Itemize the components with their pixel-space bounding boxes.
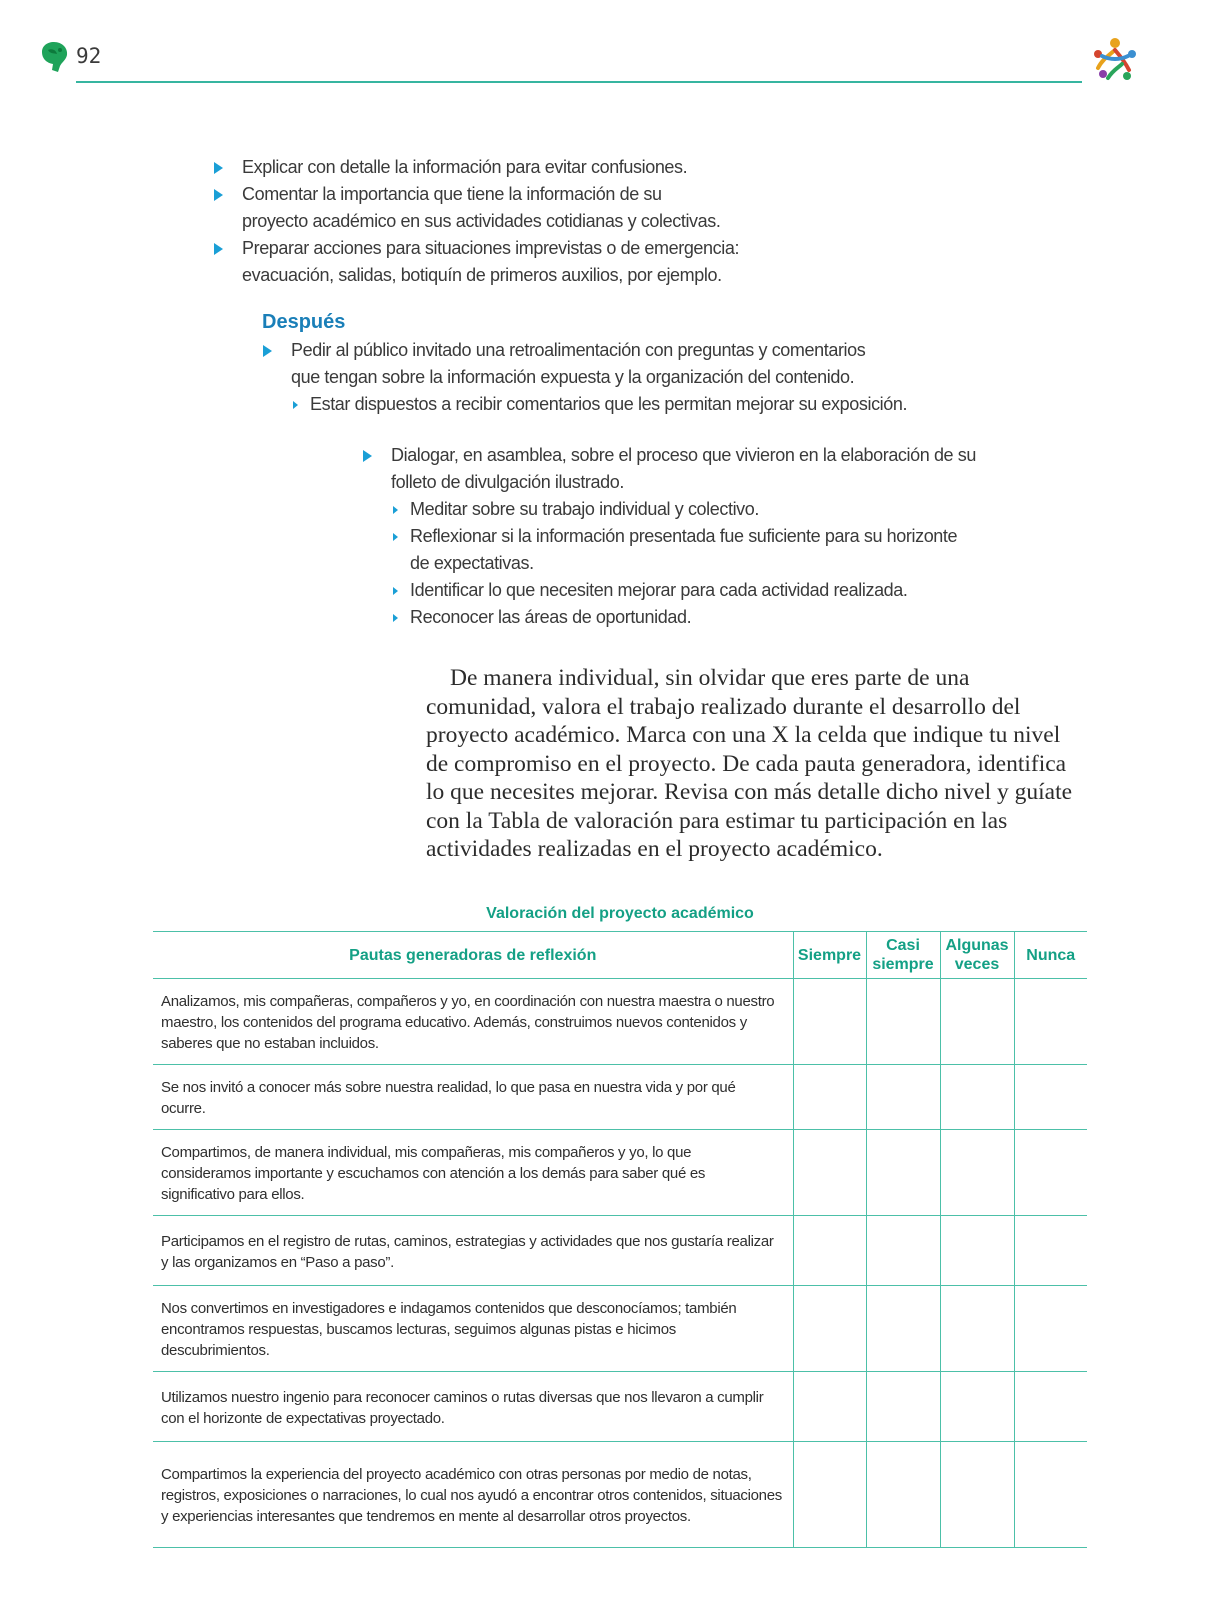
bullet-list-preparation [242,154,739,289]
row-description: Compartimos, de manera individual, mis compañeras, mis compañeros y yo, lo que consideramos importante y escuchamos con atención a los demás para saber qué es significativo para ellos. [153,1130,793,1216]
bullet-triangle-icon [214,243,223,255]
sub-bullet-icon [393,533,398,541]
list-item: Dialogar, en asamblea, sobre el proceso que vivieron en la elaboración de su folleto de divulgación ilustrado. [391,442,976,496]
cell-casi-siempre[interactable] [866,1130,940,1216]
bullet-triangle-icon [263,345,272,357]
header-pautas: Pautas generadoras de reflexión [153,932,793,979]
row-description: Compartimos la experiencia del proyecto académico con otras personas por medio de notas, registros, exposiciones o narraciones, lo cual nos ayudó a encontrar otros contenidos, situaciones y experiencias interesantes que tendremos en mente al desarrollar otros proyectos. [153,1442,793,1548]
cell-casi-siempre[interactable] [866,1442,940,1548]
cell-siempre[interactable] [793,1216,866,1286]
page-number: 92 [76,44,102,68]
colorful-dancing-figure-icon [1088,34,1142,86]
bullet-list-dialogar [391,442,976,631]
list-subitem: Reflexionar si la información presentada fue suficiente para su horizonte de expectativas. [391,523,976,577]
cell-casi-siempre[interactable] [866,1286,940,1372]
table-title: Valoración del proyecto académico [486,905,754,922]
bullet-list-despues [291,337,907,418]
cell-casi-siempre[interactable] [866,979,940,1065]
cell-algunas-veces[interactable] [940,979,1014,1065]
sub-bullet-icon [393,587,398,595]
row-description: Analizamos, mis compañeras, compañeros y yo, en coordinación con nuestra maestra o nuestro maestro, los contenidos del programa educativo. Además, construimos nuevos contenidos y saberes que no estaban incluidos. [153,979,793,1065]
bullet-triangle-icon [363,450,372,462]
instruction-paragraph: De manera individual, sin olvidar que eres parte de una comunidad, valora el trabajo realizado durante el desarrollo del proyecto académico. Marca con una X la celda que indique tu nivel de compromiso en el proyecto. De cada pauta generadora, identifica lo que necesites mejorar. Revisa con más detalle dicho nivel y guíate con la Tabla de valoración para estimar tu participación en las actividades realizadas en el proyecto académico. [426,665,1073,862]
table-row [153,1286,1087,1372]
cell-algunas-veces[interactable] [940,1065,1014,1130]
table-row [153,1130,1087,1216]
table-row [153,1065,1087,1130]
cell-siempre[interactable] [793,1065,866,1130]
cell-algunas-veces[interactable] [940,1442,1014,1548]
bullet-triangle-icon [214,162,223,174]
list-subitem: Identificar lo que necesiten mejorar para cada actividad realizada. [391,577,976,604]
list-item: Comentar la importancia que tiene la información de su proyecto académico en sus actividades cotidianas y colectivas. [242,181,739,235]
list-subitem: Estar dispuestos a recibir comentarios que les permitan mejorar su exposición. [291,391,907,418]
cell-nunca[interactable] [1014,979,1087,1065]
sub-bullet-icon [393,506,398,514]
cell-nunca[interactable] [1014,1130,1087,1216]
header-casi-siempre: Casi siempre [866,932,940,979]
section-title-despues: Después [262,311,346,333]
cell-casi-siempre[interactable] [866,1216,940,1286]
sub-bullet-icon [293,401,298,409]
header-nunca: Nunca [1014,932,1087,979]
row-description: Nos convertimos en investigadores e indagamos contenidos que desconocíamos; también encontramos respuestas, buscamos lecturas, seguimos algunas pistas e hicimos descubrimientos. [153,1286,793,1372]
row-description: Utilizamos nuestro ingenio para reconocer caminos o rutas diversas que nos llevaron a cumplir con el horizonte de expectativas proyectado. [153,1372,793,1442]
list-item: Pedir al público invitado una retroalimentación con preguntas y comentarios que tengan sobre la información expuesta y la organización del contenido. [291,337,907,391]
evaluation-table [153,931,1087,1548]
green-leaf-logo-icon [38,40,70,74]
cell-algunas-veces[interactable] [940,1130,1014,1216]
list-item: Preparar acciones para situaciones imprevistas o de emergencia: evacuación, salidas, botiquín de primeros auxilios, por ejemplo. [242,235,739,289]
cell-siempre[interactable] [793,979,866,1065]
table-row [153,1216,1087,1286]
cell-nunca[interactable] [1014,1065,1087,1130]
cell-casi-siempre[interactable] [866,1065,940,1130]
cell-nunca[interactable] [1014,1216,1087,1286]
cell-algunas-veces[interactable] [940,1286,1014,1372]
cell-siempre[interactable] [793,1372,866,1442]
list-subitem: Reconocer las áreas de oportunidad. [391,604,976,631]
cell-nunca[interactable] [1014,1372,1087,1442]
cell-siempre[interactable] [793,1286,866,1372]
cell-algunas-veces[interactable] [940,1372,1014,1442]
cell-siempre[interactable] [793,1130,866,1216]
row-description: Participamos en el registro de rutas, caminos, estrategias y actividades que nos gustaría realizar y las organizamos en “Paso a paso”. [153,1216,793,1286]
cell-siempre[interactable] [793,1442,866,1548]
cell-algunas-veces[interactable] [940,1216,1014,1286]
list-item: Explicar con detalle la información para evitar confusiones. [242,154,739,181]
header-rule [76,81,1082,83]
cell-nunca[interactable] [1014,1286,1087,1372]
cell-casi-siempre[interactable] [866,1372,940,1442]
row-description: Se nos invitó a conocer más sobre nuestra realidad, lo que pasa en nuestra vida y por qué ocurre. [153,1065,793,1130]
sub-bullet-icon [393,614,398,622]
bullet-triangle-icon [214,189,223,201]
table-row [153,1442,1087,1548]
list-subitem: Meditar sobre su trabajo individual y colectivo. [391,496,976,523]
header-algunas-veces: Algunas veces [940,932,1014,979]
table-row [153,1372,1087,1442]
header-siempre: Siempre [793,932,866,979]
table-header-row [153,932,1087,979]
cell-nunca[interactable] [1014,1442,1087,1548]
table-row [153,979,1087,1065]
